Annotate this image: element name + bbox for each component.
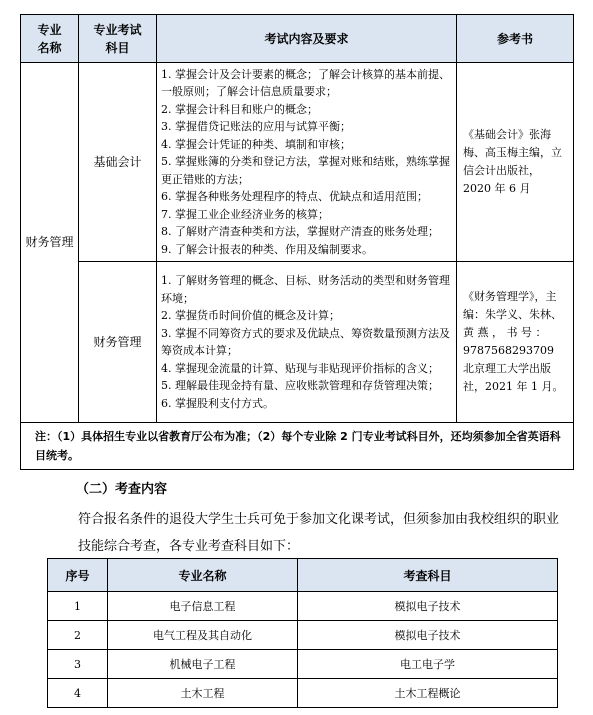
requirement-item: 5. 掌握账簿的分类和登记方法，掌握对账和结账，熟练掌握更正错账的方法； bbox=[161, 155, 450, 186]
requirement-item: 1. 了解财务管理的概念、目标、财务活动的类型和财务管理环境； bbox=[161, 274, 450, 305]
paragraph-text: 符合报名条件的退役大学生士兵可免于参加文化课考试，但须参加由我校组织的职业技能综合考查，各专业考查科目如下： bbox=[78, 512, 560, 554]
requirement-item: 5. 理解最佳现金持有量、应收账款管理和存货管理决策； bbox=[161, 379, 439, 392]
requirement-item: 8. 了解财产清查种类和方法，掌握财产清查的账务处理； bbox=[161, 225, 439, 239]
reference-book: 《财务管理学》，主编：朱学义、朱林、黄 燕 ， 书 号 ：9787568293709 北京理工大学出版社，2021 年 1 月。 bbox=[457, 262, 574, 423]
row-major: 土木工程 bbox=[108, 679, 298, 708]
body-paragraph bbox=[46, 506, 560, 560]
requirement-item: 3. 掌握借贷记账法的应用与试算平衡； bbox=[161, 120, 351, 134]
table-header-row bbox=[48, 559, 558, 592]
header-major: 专业 名称 bbox=[21, 15, 79, 63]
row-subject: 土木工程概论 bbox=[298, 679, 558, 708]
header-index: 序号 bbox=[48, 559, 108, 592]
header-reference: 参考书 bbox=[457, 15, 574, 63]
row-major: 机械电子工程 bbox=[108, 650, 298, 679]
row-major: 电子信息工程 bbox=[108, 592, 298, 621]
requirement-item: 2. 掌握货币时间价值的概念及计算； bbox=[161, 309, 340, 322]
requirement-item: 7. 掌握工业企业经济业务的核算； bbox=[161, 207, 329, 221]
major-name: 财务管理 bbox=[21, 63, 79, 423]
exam-subjects-table bbox=[20, 14, 574, 470]
header-major-name: 专业名称 bbox=[108, 559, 298, 592]
reference-book: 《基础会计》张海梅、高玉梅主编，立信会计出版社，2020 年 6 月 bbox=[457, 63, 574, 262]
requirement-item: 9. 了解会计报表的种类、作用及编制要求。 bbox=[161, 242, 373, 256]
header-assessment-subject: 考查科目 bbox=[298, 559, 558, 592]
table-row bbox=[48, 679, 558, 708]
note-row bbox=[21, 423, 574, 470]
header-subject: 专业考试 科目 bbox=[79, 15, 157, 63]
table-row bbox=[21, 262, 574, 423]
assessment-table bbox=[47, 558, 558, 708]
requirement-item: 3. 掌握不同筹资方式的要求及优缺点、筹资数量预测方法及筹资成本计算； bbox=[161, 326, 450, 357]
row-subject: 模拟电子技术 bbox=[298, 592, 558, 621]
row-major: 电气工程及其自动化 bbox=[108, 621, 298, 650]
requirement-item: 4. 掌握现金流量的计算、贴现与非贴现评价指标的含义； bbox=[161, 361, 439, 375]
requirement-item: 2. 掌握会计科目和账户的概念； bbox=[161, 102, 318, 116]
subject-name: 基础会计 bbox=[79, 63, 157, 262]
requirement-item: 4. 掌握会计凭证的种类、填制和审核； bbox=[161, 137, 351, 151]
table-row bbox=[48, 621, 558, 650]
requirement-item: 1. 掌握会计及会计要素的概念；了解会计核算的基本前提、 一般原则；了解会计信息质量要求； bbox=[161, 67, 450, 99]
subject-name: 财务管理 bbox=[79, 262, 157, 423]
requirement-item: 6. 掌握各种账务处理程序的特点、优缺点和适用范围； bbox=[161, 190, 428, 204]
row-index: 4 bbox=[48, 679, 108, 708]
requirements-list bbox=[157, 262, 457, 423]
table-row bbox=[21, 63, 574, 262]
row-index: 2 bbox=[48, 621, 108, 650]
row-index: 3 bbox=[48, 650, 108, 679]
table-header-row bbox=[21, 15, 574, 63]
requirements-list bbox=[157, 63, 457, 262]
row-subject: 模拟电子技术 bbox=[298, 621, 558, 650]
table-note: 注：（1）具体招生专业以省教育厅公布为准；（2）每个专业除 2 门专业考试科目外，还均须参加全省英语科目统考。 bbox=[21, 423, 574, 470]
table-row bbox=[48, 650, 558, 679]
section-title: （二）考查内容 bbox=[76, 482, 168, 497]
row-subject: 电工电子学 bbox=[298, 650, 558, 679]
row-index: 1 bbox=[48, 592, 108, 621]
header-requirements: 考试内容及要求 bbox=[157, 15, 457, 63]
table-row bbox=[48, 592, 558, 621]
requirement-item: 6. 掌握股利支付方式。 bbox=[161, 396, 274, 410]
